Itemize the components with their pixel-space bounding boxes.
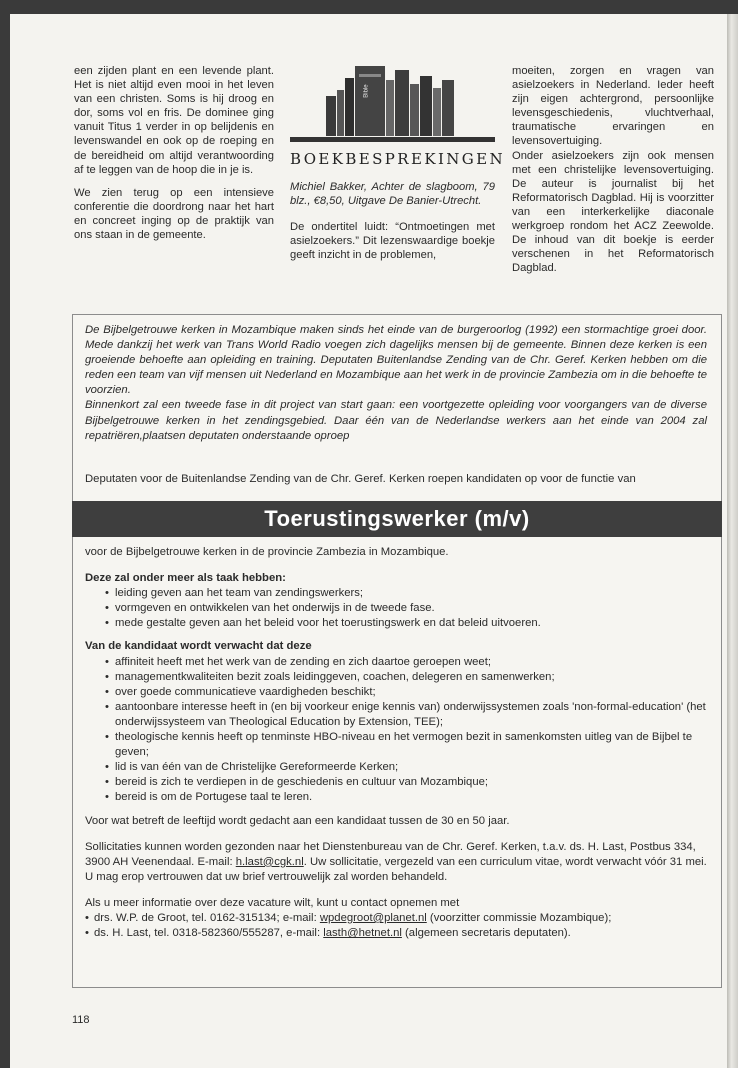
contact-text: ds. H. Last, tel. 0318-582360/555287, e-mail: (94, 927, 324, 940)
list-item: • affiniteit heeft met het werk van de zending en zich daartoe geroepen weet; (105, 655, 711, 670)
contact-text: (voorzitter commissie Mozambique); (426, 911, 612, 924)
column-middle (290, 62, 506, 263)
list-item: • managementkwaliteiten bezit zoals leidinggeven, coachen, delegeren en samenwerken; (105, 670, 711, 685)
contacts-list (85, 911, 711, 941)
list-item: • theologische kennis heeft op tenminste HBO-niveau en het vermogen bezit in samenkomsten uitleg van de Bijbel te geven; (105, 730, 711, 760)
advert-lead: Deputaten voor de Buitenlandse Zending van de Chr. Geref. Kerken roepen kandidaten op voor de functie van (85, 473, 636, 485)
application-text: Sollicitaties kunnen worden gezonden naar het Dienstenbureau van de Chr. Geref. Kerken, t.a.v. ds. H. Last, Postbus 334, 3900 AH Veenendaal. E-mail: (85, 840, 696, 868)
email-link[interactable]: wpdegroot@planet.nl (319, 911, 427, 924)
book-citation: Michiel Bakker, Achter de slagboom, 79 blz., €8,50, Uitgave De Banier-Utrecht. (290, 181, 495, 208)
list-item: • aantoonbare interesse heeft in (en bij voorkeur enige kennis van) onderwijssystemen zoals 'non-formal-education' (het onderwijssysteem van Theological Education by Extension, TEE); (105, 700, 711, 730)
application-info (85, 840, 711, 885)
column-left (74, 64, 274, 251)
vacancy-advert (72, 314, 722, 988)
contact-item (85, 926, 711, 941)
application-text: . Uw sollicitatie, vergezeld van een curriculum vitae, wordt verwacht vóór 31 mei. U mag erop vertrouwen dat uw brief vertrouwelijk zal worden behandeld. (85, 855, 707, 883)
list-item: • vormgeven en ontwikkelen van het onderwijs in de tweede fase. (105, 601, 711, 616)
requirements-list (85, 655, 711, 806)
job-title: Toerustingswerker (m/v) (72, 501, 722, 537)
contact-text: (algemeen secretaris deputaten). (401, 927, 571, 940)
email-link[interactable]: h.last@cgk.nl (235, 855, 304, 868)
paragraph: Onder asielzoekers zijn ook mensen met een christelijke levensovertuiging. De auteur is journalist bij het Reformatorisch Dagblad. Hij is voorzitter van een interkerkelijke diaconale werkgroep rondom het ACZ Zeewolde. De inhoud van dit boekje is eerder verschenen in het Reformatorisch Dagblad. (512, 149, 714, 275)
page-edge (727, 14, 738, 1068)
paragraph: De Bijbelgetrouwe kerken in Mozambique maken sinds het einde van de burgeroorlog (1992) een stormachtige groei door. Mede dankzij het werk van Trans World Radio voegen zich dagelijks mensen bij de gemeente. Binnen deze kerken is een groeiende behoefte aan opleiding en training. Deputaten Buitenlandse Zending van de Chr. Geref. Kerken hebben om die reden een team van vijf mensen uit Nederland en Mozambique aan het werk in de provincie Zambezia om in die behoefte te voorzien. (85, 324, 707, 397)
advert-body (85, 545, 711, 949)
list-item: • bereid is om de Portugese taal te leren. (105, 790, 711, 805)
paragraph: een zijden plant en een levende plant. Het is niet altijd even mooi in het leven van een christen. Soms is hij droog en dor, soms vol en fris. De dominee ging vanuit Titus 1 verder in op belijdenis en levenswandel en ook op de roeping en de bereidheid om altijd verantwoording af te leggen van de hoop die in je is. (74, 65, 274, 176)
list-item: • leiding geven aan het team van zendingswerkers; (105, 586, 711, 601)
list-item: • mede gestalte geven aan het beleid voor het toerustingswerk en dat beleid uitvoeren. (105, 616, 711, 631)
list-item: • over goede communicatieve vaardigheden beschikt; (105, 685, 711, 700)
tasks-list (85, 586, 711, 631)
list-item: • bereid is zich te verdiepen in de geschiedenis en cultuur van Mozambique; (105, 775, 711, 790)
section-heading: BOEKBESPREKINGEN (290, 150, 506, 168)
books-illustration (290, 62, 495, 148)
advert-intro (85, 323, 707, 444)
contact-item (85, 911, 711, 926)
tasks-heading: Deze zal onder meer als taak hebben: (85, 572, 286, 585)
list-item: • lid is van één van de Christelijke Gereformeerde Kerken; (105, 760, 711, 775)
books-icon (326, 60, 456, 136)
shelf (290, 137, 495, 142)
age-line: Voor wat betreft de leeftijd wordt gedacht aan een kandidaat tussen de 30 en 50 jaar. (85, 814, 510, 827)
page-number: 118 (72, 1014, 90, 1026)
book-spine-label: Bible (363, 84, 370, 98)
paragraph: moeiten, zorgen en vragen van asielzoekers in Nederland. Ieder heeft zijn eigen achtergrond, persoonlijke levensgeschiedenis, vluchtverhaal, traumatische ervaringen en levensovertuiging. (512, 65, 714, 148)
email-link[interactable]: lasth@hetnet.nl (323, 927, 402, 940)
paragraph: Binnenkort zal een tweede fase in dit project van start gaan: een voortgezette opleiding voor voorgangers van de diverse Bijbelgetrouwe kerken in het zendingsgebied. Daar één van de Nederlandse werkers aan het einde van 2004 zal repatriëren,plaatsen deputaten onderstaande oproep (85, 399, 707, 442)
info-line: Als u meer informatie over deze vacature wilt, kunt u contact opnemen met (85, 896, 460, 909)
requirements-heading: Van de kandidaat wordt verwacht dat deze (85, 640, 312, 653)
column-right (512, 64, 714, 284)
paragraph: De ondertitel luidt: “Ontmoetingen met asielzoekers.” Dit lezenswaardige boekje geeft inzicht in de problemen, (290, 221, 495, 262)
paragraph: We zien terug op een intensieve conferentie die doordrong naar het hart en concreet inging op de praktijk van ons staan in de gemeente. (74, 186, 274, 242)
for-line: voor de Bijbelgetrouwe kerken in de provincie Zambezia in Mozambique. (85, 546, 449, 558)
contact-text: drs. W.P. de Groot, tel. 0162-315134; e-mail: (94, 911, 320, 924)
